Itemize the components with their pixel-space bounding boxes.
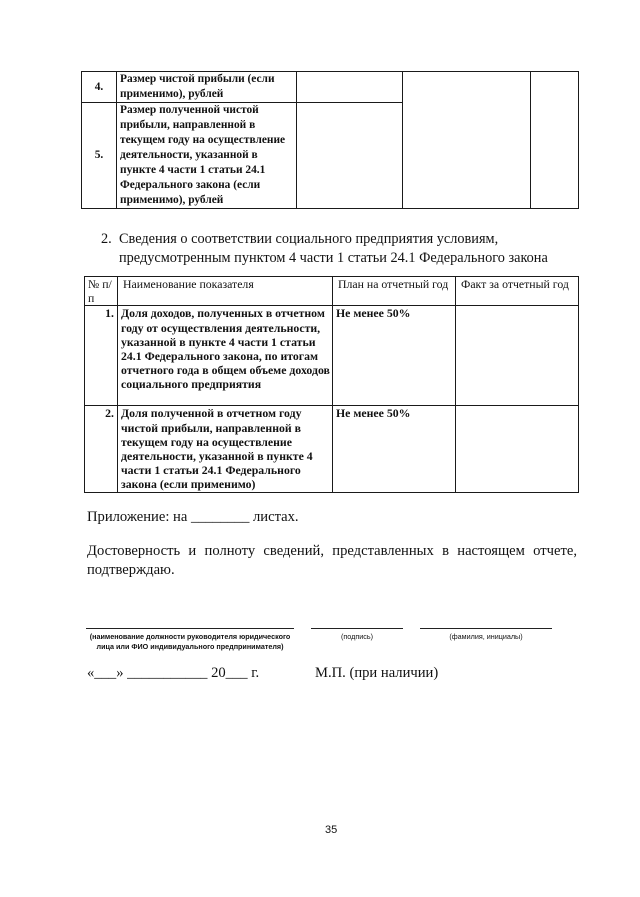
date-day-blank: ___ bbox=[94, 665, 117, 681]
indicator-name: Доля полученной в отчетном году чистой прибыли, направленной в текущем году на осуществление деятельности, указанной в пункте 4 части 1 статьи 24.1 Федерального закона (если применимо) bbox=[118, 406, 333, 492]
col-header-name: Наименование показателя bbox=[118, 277, 333, 306]
date-year-blank: ___ bbox=[225, 665, 248, 681]
value-cell bbox=[403, 72, 531, 209]
date-year-suffix: г. bbox=[251, 665, 260, 681]
date-close-quote: » bbox=[116, 665, 124, 681]
plan-value: Не менее 50% bbox=[333, 406, 456, 492]
attachment-sheets-blank: ________ bbox=[190, 509, 250, 525]
section-number: 2. bbox=[101, 231, 112, 247]
confirmation-line-2: подтверждаю. bbox=[87, 562, 175, 578]
indicator-name: Размер чистой прибыли (если применимо), рублей bbox=[117, 72, 297, 103]
attachment-suffix: листах. bbox=[253, 509, 299, 525]
value-cell bbox=[531, 72, 579, 209]
row-number: 4. bbox=[82, 72, 117, 103]
row-number: 1. bbox=[85, 306, 118, 406]
plan-value: Не менее 50% bbox=[333, 306, 456, 406]
name-caption: (фамилия, инициалы) bbox=[449, 632, 523, 641]
position-signature-line bbox=[86, 628, 294, 629]
stamp-note: М.П. (при наличии) bbox=[315, 665, 439, 681]
position-caption-line-1: (наименование должности руководителя юридического bbox=[89, 632, 291, 641]
date-open-quote: « bbox=[87, 665, 95, 681]
table-row bbox=[82, 72, 579, 103]
value-cell bbox=[297, 103, 403, 209]
signature-caption: (подпись) bbox=[341, 632, 373, 641]
page-number: 35 bbox=[325, 824, 338, 836]
signature-line bbox=[311, 628, 403, 629]
table-header-row bbox=[85, 277, 579, 306]
attachment-prefix: Приложение: на bbox=[87, 509, 188, 525]
section-title-line-1: Сведения о соответствии социального предприятия условиям, bbox=[119, 231, 499, 247]
indicators-table-continued bbox=[81, 71, 579, 209]
value-cell bbox=[297, 72, 403, 103]
col-header-num: № п/п bbox=[85, 277, 118, 306]
date-month-blank: ___________ bbox=[127, 665, 208, 681]
compliance-table bbox=[84, 276, 579, 493]
date-line bbox=[87, 664, 259, 683]
table-row bbox=[85, 406, 579, 492]
attachment-line bbox=[87, 508, 299, 527]
col-header-plan: План на отчетный год bbox=[333, 277, 456, 306]
fact-value bbox=[456, 306, 579, 406]
date-year-prefix: 20 bbox=[211, 665, 226, 681]
indicator-name: Доля доходов, полученных в отчетном году от осуществления деятельности, указанной в пункте 4 части 1 статьи 24.1 Федерального закона, по итогам отчетного года в общем объеме доходов социального предприятия bbox=[118, 306, 333, 406]
indicator-name: Размер полученной чистой прибыли, направленной в текущем году на осуществление деятельности, указанной в пункте 4 части 1 статьи 24.1 Федерального закона (если применимо), рублей bbox=[117, 103, 297, 209]
position-caption-line-2: лица или ФИО индивидуального предпринимателя) bbox=[96, 642, 284, 651]
row-number: 5. bbox=[82, 103, 117, 209]
name-signature-line bbox=[420, 628, 552, 629]
section-title-line-2: предусмотренным пунктом 4 части 1 статьи 24.1 Федерального закона bbox=[119, 250, 548, 266]
table-row bbox=[85, 306, 579, 406]
row-number: 2. bbox=[85, 406, 118, 492]
confirmation-line-1: Достоверность и полноту сведений, представленных в настоящем отчете, bbox=[87, 543, 577, 559]
fact-value bbox=[456, 406, 579, 492]
col-header-fact: Факт за отчетный год bbox=[456, 277, 579, 306]
